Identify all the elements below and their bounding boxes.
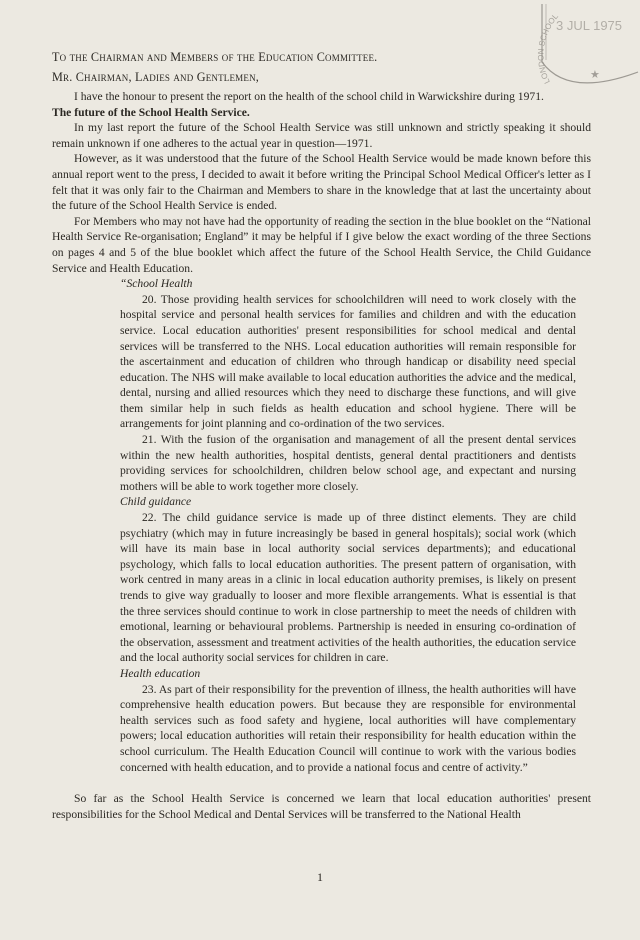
quote-paragraph-22: 22. The child guidance service is made up of three distinct elements. They are child psychiatry (which may in future increasingly be based in general hospitals); social work (which will have its main base in local authority social services departments); and educational psychology, which falls to local education authorities. The present pattern of organisation, with work centred in many areas in a clinic in local education authority premises, is likely on present trends to give way gradually to looser and more flexible arrangements. What is essential is that the three services should continue to work in close partnership to meet the needs of children with emotional, learning or behavioural problems. Partnership is needed in ensuring co-ordination of the observation, assessment and treatment activities of the health authorities, the education service and the local authority social services for children in care. — [120, 511, 576, 665]
paragraph-2: However, as it was understood that the future of the School Health Service would be made known before this annual report went to the press, I decided to await it before writing the Principal School Medical Officer's letter as I felt that it was only fair to the Chairman and Members to share in the knowledge that at last the uncertainty about the future of the School Health Service is ended. — [52, 152, 591, 213]
salutation-greeting: Mr. Chairman, Ladies and Gentlemen, — [52, 70, 260, 84]
report-body — [52, 89, 591, 822]
quote-heading-health-education: Health education — [120, 666, 201, 680]
stamp-date: 3 JUL 1975 — [556, 18, 623, 33]
intro-paragraph: I have the honour to present the report on the health of the school child in Warwickshire during 1971. — [74, 90, 544, 103]
paragraph-3: For Members who may not have had the opportunity of reading the section in the blue booklet on the “National Health Service Re-organisation; England” it may be helpful if I give below the exact wording of the three Sections on pages 4 and 5 of the blue booklet which affect the future of the School Health Service, the Child Guidance Service and Health Education. — [52, 214, 591, 275]
quote-paragraph-21: 21. With the fusion of the organisation and management of all the present dental services within the new health authorities, hospital dentists, general dental practitioners and dentists providing services for schoolchildren, children below school age, and expectant and nursing mothers will be able to work together more closely. — [120, 433, 576, 493]
quote-paragraph-23: 23. As part of their responsibility for the prevention of illness, the health authorities will have comprehensive health education powers. But because they are responsible for environmental health services such as food safety and hygiene, local authorities will have complementary powers; local education authorities will retain their responsibility for health education within the school curriculum. The Health Education Council will continue to work with the various bodies concerned with health education, and to provide a national focus and centre of activity.” — [120, 682, 576, 774]
paragraph-1: In my last report the future of the School Health Service was still unknown and strictly speaking it should remain unknown if one adheres to the actual year in question—1971. — [52, 121, 591, 150]
salutation-addressee: To the Chairman and Members of the Education Committee. — [52, 50, 378, 64]
stamp-arc-text: LONDON SCHOOL — [536, 11, 561, 86]
quote-heading-school-health: “School Health — [120, 277, 193, 291]
quoted-sections — [120, 276, 576, 775]
page-number: 1 — [317, 870, 323, 884]
quote-heading-child-guidance: Child guidance — [120, 495, 192, 509]
quote-paragraph-20: 20. Those providing health services for schoolchildren will need to work closely with the hospital service and personal health services for families and children and with the education service. Local education authorities' present responsibilities for school medical and dental services will be transferred to the NHS. Local education authorities will remain responsible for the ascertainment and education of children who through handicap or disability need special education. The NHS will make available to local education authorities the advice and the medical, dental, nursing and allied resources which they need to discharge these functions, and will give them similar help in such fields as health education and school hygiene. There will be arrangements for joint planning and co-ordination of the two services. — [120, 292, 576, 431]
star-icon: ★ — [590, 68, 600, 81]
section-heading: The future of the School Health Service. — [52, 105, 250, 119]
closing-paragraph: So far as the School Health Service is concerned we learn that local education authorities' present responsibilities for the School Medical and Dental Services will be transferred to the National Health — [52, 792, 591, 821]
